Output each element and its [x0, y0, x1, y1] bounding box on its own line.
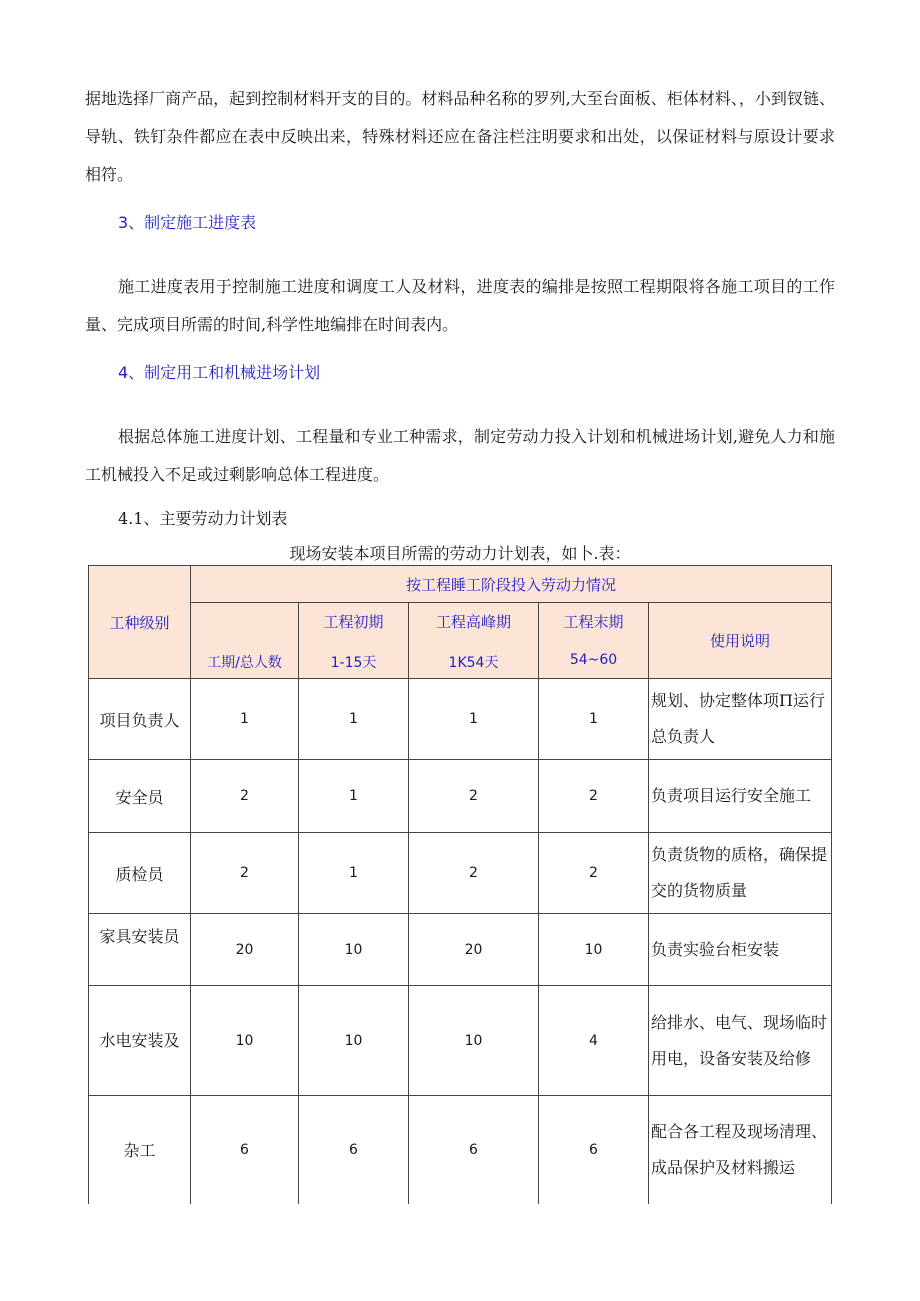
column-header-line2: 工期/总人数: [207, 655, 282, 671]
column-header-total: [191, 603, 299, 679]
column-header-peak: [409, 603, 539, 679]
value-cell: 6: [409, 1096, 539, 1204]
column-header-final: [539, 603, 649, 679]
column-header-line1: 工程高峰期: [435, 613, 511, 631]
value-cell: 6: [299, 1096, 409, 1204]
value-cell: 20: [191, 914, 299, 986]
note-cell: 规划、协定整体项Π运行总负责人: [649, 679, 832, 760]
value-cell: 6: [191, 1096, 299, 1204]
table-row: [89, 760, 832, 833]
value-cell: 2: [409, 760, 539, 833]
value-cell: 1: [191, 679, 299, 760]
note-cell: 负责货物的质格，确保提交的货物质量: [649, 833, 832, 914]
value-cell: 1: [299, 833, 409, 914]
value-cell: 2: [539, 833, 649, 914]
table-row: [89, 1096, 832, 1204]
column-header-line1: 工程初期: [323, 613, 384, 631]
note-cell: 负责项目运行安全施工: [649, 760, 832, 833]
value-cell: 2: [191, 760, 299, 833]
table-row: [89, 679, 832, 760]
value-cell: 10: [299, 986, 409, 1096]
role-header: 工种级别: [89, 566, 191, 679]
value-cell: 1: [299, 679, 409, 760]
value-cell: 6: [539, 1096, 649, 1204]
paragraph-materials: 据地选择厂商产品，起到控制材料开支的目的。材料品种名称的罗列,大至台面板、柜体材料、，小到钗链、导轨、铁钉杂件都应在表中反映出来，特殊材料还应在备注栏注明要求和出处，以保证材料与原设计要求相符。: [85, 89, 835, 184]
column-header-line2: 1K54天: [448, 655, 499, 671]
section-heading-3: 3、制定施工进度表: [118, 213, 257, 232]
paragraph-labor-plan: 根据总体施工进度计划、工程量和专业工种需求，制定劳动力投入计划和机械进场计划,避免人力和施工机械投入不足或过剩影响总体工程进度。: [85, 427, 835, 484]
value-cell: 10: [191, 986, 299, 1096]
note-cell: 给排水、电气、现场临时用电，设备安装及给修: [649, 986, 832, 1096]
section-heading-4: 4、制定用工和机械进场计划: [118, 363, 321, 382]
table-row: [89, 833, 832, 914]
role-cell: 项目负责人: [89, 679, 191, 760]
value-cell: 10: [409, 986, 539, 1096]
value-cell: 1: [539, 679, 649, 760]
table-row: [89, 914, 832, 986]
value-cell: 20: [409, 914, 539, 986]
role-cell: 安全员: [89, 760, 191, 833]
role-cell: 家具安装员: [89, 914, 191, 986]
note-cell: 负责实验台柜安装: [649, 914, 832, 986]
column-header-early: [299, 603, 409, 679]
value-cell: 2: [191, 833, 299, 914]
table-caption: 现场安装本项目所需的劳动力计划表，如卜.表：: [289, 544, 631, 563]
value-cell: 10: [539, 914, 649, 986]
value-cell: 4: [539, 986, 649, 1096]
paragraph-schedule: 施工进度表用于控制施工进度和调度工人及材料，进度表的编排是按照工程期限将各施工项目的工作量、完成项目所需的时间,科学性地编排在时间表内。: [85, 277, 835, 334]
subsection-heading-4-1: 4.1、主要劳动力计划表: [118, 509, 288, 528]
role-cell: 杂工: [89, 1096, 191, 1204]
stage-header: 按工程睡工阶段投入劳动力情况: [191, 566, 832, 603]
usage-header: 使用说明: [649, 603, 832, 679]
value-cell: 1: [299, 760, 409, 833]
value-cell: 1: [409, 679, 539, 760]
column-header-line1: 工程末期: [563, 613, 624, 631]
role-cell: 水电安装及: [99, 1030, 180, 1050]
table-row: [89, 986, 832, 1096]
column-header-line2: 1-15天: [330, 655, 377, 671]
value-cell: 2: [539, 760, 649, 833]
role-cell: 质检员: [89, 833, 191, 914]
note-cell: 配合各工程及现场清理、成品保护及材料搬运: [649, 1096, 832, 1204]
value-cell: 10: [299, 914, 409, 986]
role-cell-wrapper: [89, 986, 191, 1096]
labor-plan-table: [88, 565, 832, 1204]
column-header-line2: 54~60: [569, 652, 618, 668]
value-cell: 2: [409, 833, 539, 914]
